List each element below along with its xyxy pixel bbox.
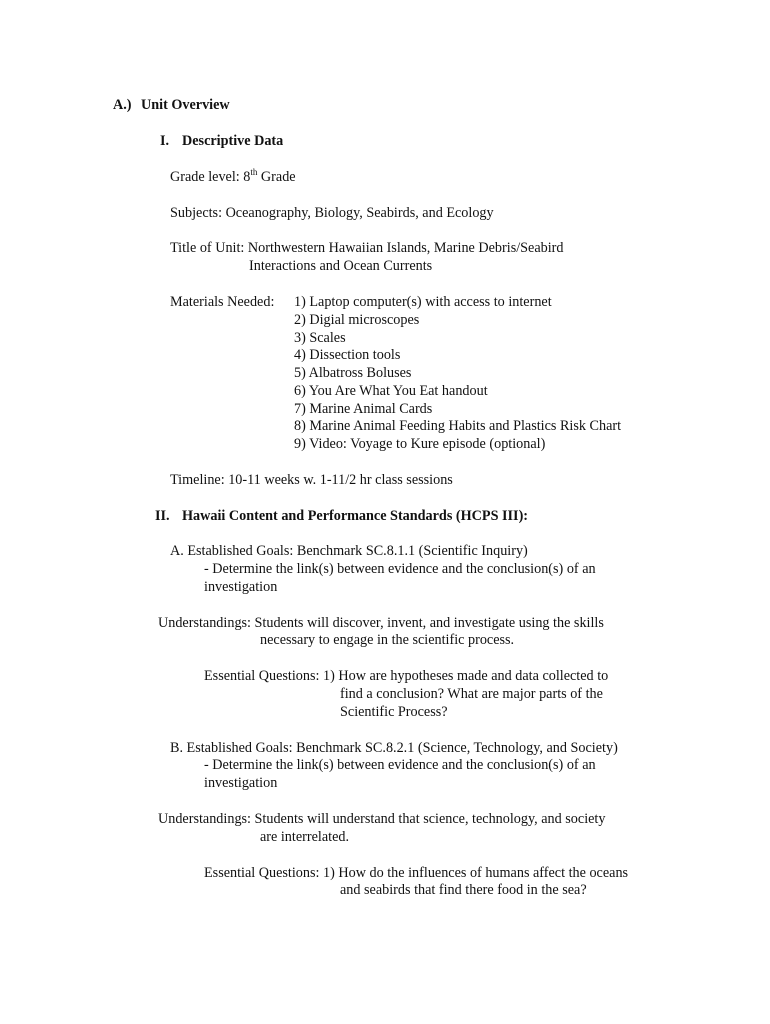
section-label: A.) (113, 97, 132, 113)
essential-questions-a-line2: find a conclusion? What are major parts of the (340, 686, 603, 702)
subjects: Subjects: Oceanography, Biology, Seabirds, and Ecology (170, 205, 494, 221)
materials-item-2: 2) Digial microscopes (294, 312, 420, 328)
understandings-b-line2: are interrelated. (260, 829, 350, 845)
understandings-a-line2: necessary to engage in the scientific process. (260, 632, 515, 648)
materials-item-6: 6) You Are What You Eat handout (294, 383, 488, 399)
grade-level-superscript: th (250, 167, 258, 177)
part2-roman: II. (155, 508, 170, 524)
goal-b-line1: B. Established Goals: Benchmark SC.8.2.1 (Science, Technology, and Society) (170, 740, 618, 756)
materials-item-3: 3) Scales (294, 330, 346, 346)
part2-title: Hawaii Content and Performance Standards (HCPS III): (182, 508, 529, 524)
section-title: Unit Overview (141, 97, 230, 113)
grade-level-text: Grade level: 8 (170, 169, 251, 185)
materials-item-5: 5) Albatross Boluses (294, 365, 412, 381)
part1-roman: I. (160, 133, 170, 149)
understandings-b-line1: Understandings: Students will understand that science, technology, and society (158, 811, 606, 827)
goal-a-line3: investigation (204, 579, 278, 595)
unit-title-line1: Title of Unit: Northwestern Hawaiian Islands, Marine Debris/Seabird (170, 240, 564, 256)
goal-b-line3: investigation (204, 775, 278, 791)
materials-item-9: 9) Video: Voyage to Kure episode (optional) (294, 436, 546, 452)
goal-a-line2: - Determine the link(s) between evidence and the conclusion(s) of an (204, 561, 596, 577)
goal-b-line2: - Determine the link(s) between evidence and the conclusion(s) of an (204, 757, 596, 773)
materials-item-1: 1) Laptop computer(s) with access to internet (294, 294, 552, 310)
goal-a-line1: A. Established Goals: Benchmark SC.8.1.1 (Scientific Inquiry) (170, 543, 528, 559)
materials-item-4: 4) Dissection tools (294, 347, 401, 363)
grade-level (170, 168, 296, 186)
unit-title-line2: Interactions and Ocean Currents (249, 258, 433, 274)
essential-questions-b-line2: and seabirds that find there food in the sea? (340, 882, 587, 898)
grade-level-suffix: Grade (257, 169, 296, 185)
understandings-a-line1: Understandings: Students will discover, invent, and investigate using the skills (158, 615, 604, 631)
essential-questions-b-line1: Essential Questions: 1) How do the influences of humans affect the oceans (204, 865, 629, 881)
materials-label: Materials Needed: (170, 294, 275, 310)
essential-questions-a-line1: Essential Questions: 1) How are hypotheses made and data collected to (204, 668, 609, 684)
essential-questions-a-line3: Scientific Process? (340, 704, 448, 720)
materials-item-8: 8) Marine Animal Feeding Habits and Plastics Risk Chart (294, 418, 622, 434)
timeline: Timeline: 10-11 weeks w. 1-11/2 hr class sessions (170, 472, 453, 488)
materials-item-7: 7) Marine Animal Cards (294, 401, 433, 417)
part1-title: Descriptive Data (182, 133, 284, 149)
